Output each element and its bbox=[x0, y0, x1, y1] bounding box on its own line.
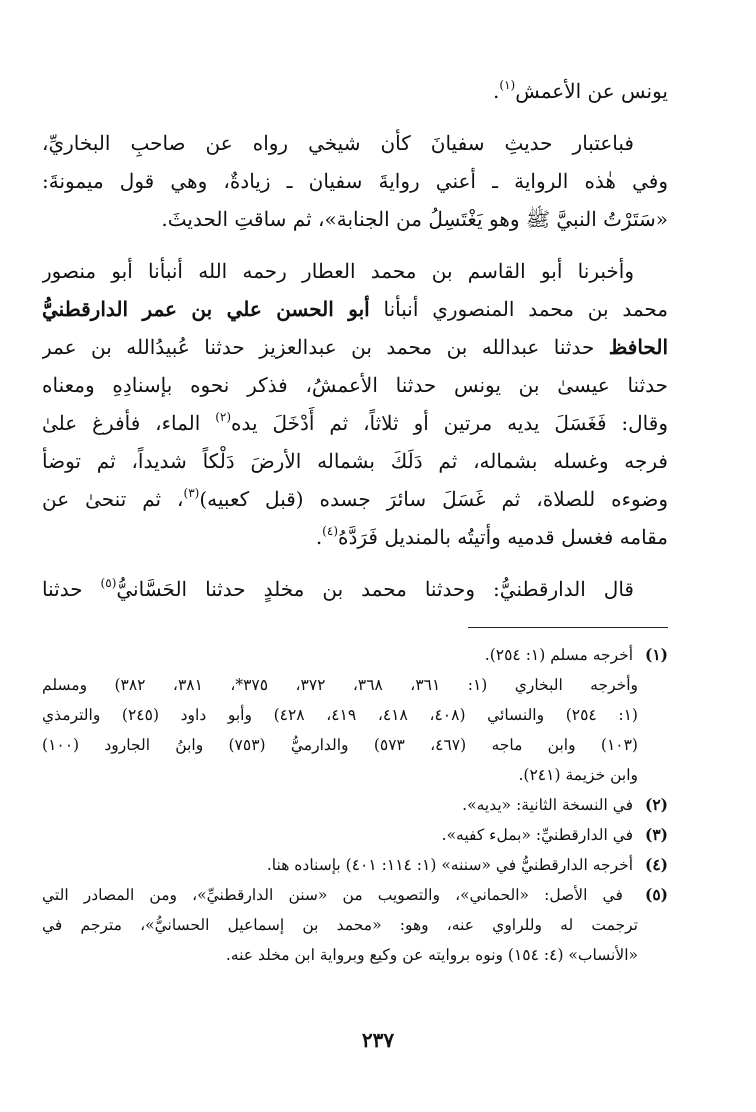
footnote-text: أخرجه الدارقطنيُّ في «سننه» (١: ١١٤: ٤٠١) بإسناده هنا. bbox=[266, 856, 634, 874]
footnote-line: وابن خزيمة (٢٤١). bbox=[518, 766, 638, 784]
text-run: حدثنا عبدالله بن محمد بن عبدالعزيز حدثنا عُبيدُالله بن عمر bbox=[42, 335, 609, 359]
footnote-line: (١: ٢٥٤) والنسائي (٤٠٨، ٤١٨، ٤١٩، ٤٢٨) وأبو داود (٢٤٥) والترمذي bbox=[42, 706, 638, 724]
footnote-line bbox=[42, 850, 668, 880]
footnote-line bbox=[42, 820, 668, 850]
footnote-number: (٤) bbox=[644, 855, 668, 874]
footnote-line bbox=[42, 640, 668, 670]
text-run: مقامه فغسل قدميه وأتيتُه بالمنديل فَرَدَّهُ bbox=[338, 525, 668, 549]
footnote-number: (٢) bbox=[644, 795, 668, 814]
text-line: فباعتبار حديثِ سفيانَ كأن شيخي رواه عن صاحبِ البخاريِّ، bbox=[42, 131, 634, 155]
footnote-ref[interactable]: (٣) bbox=[183, 486, 200, 500]
footnote-line: ترجمت له وللراوي عنه، وهو: «محمد بن إسماعيل الحسانيُّ»، مترجم في bbox=[42, 916, 638, 934]
footnote-ref[interactable]: (٥) bbox=[100, 576, 117, 590]
text-run: محمد بن محمد المنصوري أنبأنا bbox=[369, 297, 668, 321]
text-line: «سَتَرْتُ النبيَّ ﷺ وهو يَغْتَسِلُ من الجنابة»، ثم ساقتِ الحديثَ. bbox=[161, 207, 668, 231]
footnote-number: (١) bbox=[644, 645, 668, 664]
text-run: وقال: فَغَسَلَ يديه مرتين أو ثلاثاً، ثم أَدْخَلَ يده bbox=[231, 411, 668, 435]
text-run: ، ثم تنحىٰ عن bbox=[42, 487, 184, 511]
text-line: حدثنا عيسىٰ بن يونس حدثنا الأعمشُ، فذكر نحوه بإسنادِهِ ومعناه bbox=[42, 373, 668, 397]
footnote-divider bbox=[468, 627, 668, 628]
footnotes bbox=[42, 640, 668, 970]
footnote-text: في الدارقطنيِّ: «بملء كفيه». bbox=[441, 826, 634, 844]
footnote-number: (٥) bbox=[644, 885, 668, 904]
main-text bbox=[42, 72, 668, 608]
text-run: قال الدارقطنيُّ: وحدثنا محمد بن مخلدٍ حدثنا الحَسَّانيُّ bbox=[116, 577, 634, 601]
footnote-text: أخرجه مسلم (١: ٢٥٤). bbox=[484, 646, 634, 664]
text-run: حدثنا bbox=[42, 577, 101, 601]
text-line: وأخبرنا أبو القاسم بن محمد العطار رحمه الله أنبأنا أبو منصور bbox=[42, 259, 634, 283]
text-run: يونس عن الأعمش bbox=[515, 79, 668, 103]
text-line bbox=[42, 328, 668, 366]
text-line bbox=[42, 72, 668, 110]
footnote-ref[interactable]: (٤) bbox=[322, 524, 338, 538]
footnote-ref[interactable]: (١) bbox=[499, 78, 516, 92]
text-line bbox=[42, 570, 668, 608]
footnote-number: (٣) bbox=[644, 825, 668, 844]
narrator-title: الحافظ bbox=[608, 335, 668, 359]
text-line bbox=[42, 290, 668, 328]
footnote-line bbox=[42, 790, 668, 820]
page-number: ٢٣٧ bbox=[361, 1028, 395, 1052]
footnote-ref[interactable]: (٢) bbox=[215, 410, 232, 424]
text-run: الماء، فأفرغ علىٰ bbox=[42, 411, 216, 435]
footnote-line: وأخرجه البخاري (١: ٣٦١، ٣٦٨، ٣٧٢، ٣٧٥*، ٣٨١، ٣٨٢) ومسلم bbox=[42, 676, 639, 694]
footnote-line: (١٠٣) وابن ماجه (٤٦٧، ٥٧٣) والدارميُّ (٧٥٣) وابنُ الجارود (١٠٠) bbox=[42, 736, 638, 754]
text-line: وفي هٰذه الرواية ـ أعني روايةَ سفيان ـ زيادةٌ، وهي قول ميمونةَ: bbox=[42, 169, 668, 193]
text-line bbox=[42, 518, 668, 556]
text-run: وضوءه للصلاة، ثم غَسَلَ سائرَ جسده (قبل كعبيه) bbox=[199, 487, 668, 511]
text-run: . bbox=[493, 79, 500, 103]
text-run: . bbox=[315, 525, 323, 549]
text-line: فرجه وغسله بشماله، ثم دَلَكَ بشماله الأرضَ دَلْكاً شديداً، ثم توضأ bbox=[42, 449, 668, 473]
footnote-line: «الأنساب» (٤: ١٥٤) ونوه بروايته عن وكيع وبرواية ابن مخلد عنه. bbox=[225, 946, 638, 964]
narrator-name: أبو الحسن علي بن عمر الدارقطنيُّ bbox=[42, 297, 370, 321]
footnote-text: في الأصل: «الحماني»، والتصويب من «سنن الدارقطنيِّ»، ومن المصادر التي bbox=[42, 886, 623, 904]
footnote-line bbox=[42, 880, 668, 910]
text-line bbox=[42, 404, 668, 442]
text-line bbox=[42, 480, 668, 518]
footnote-text: في النسخة الثانية: «يديه». bbox=[462, 796, 634, 814]
